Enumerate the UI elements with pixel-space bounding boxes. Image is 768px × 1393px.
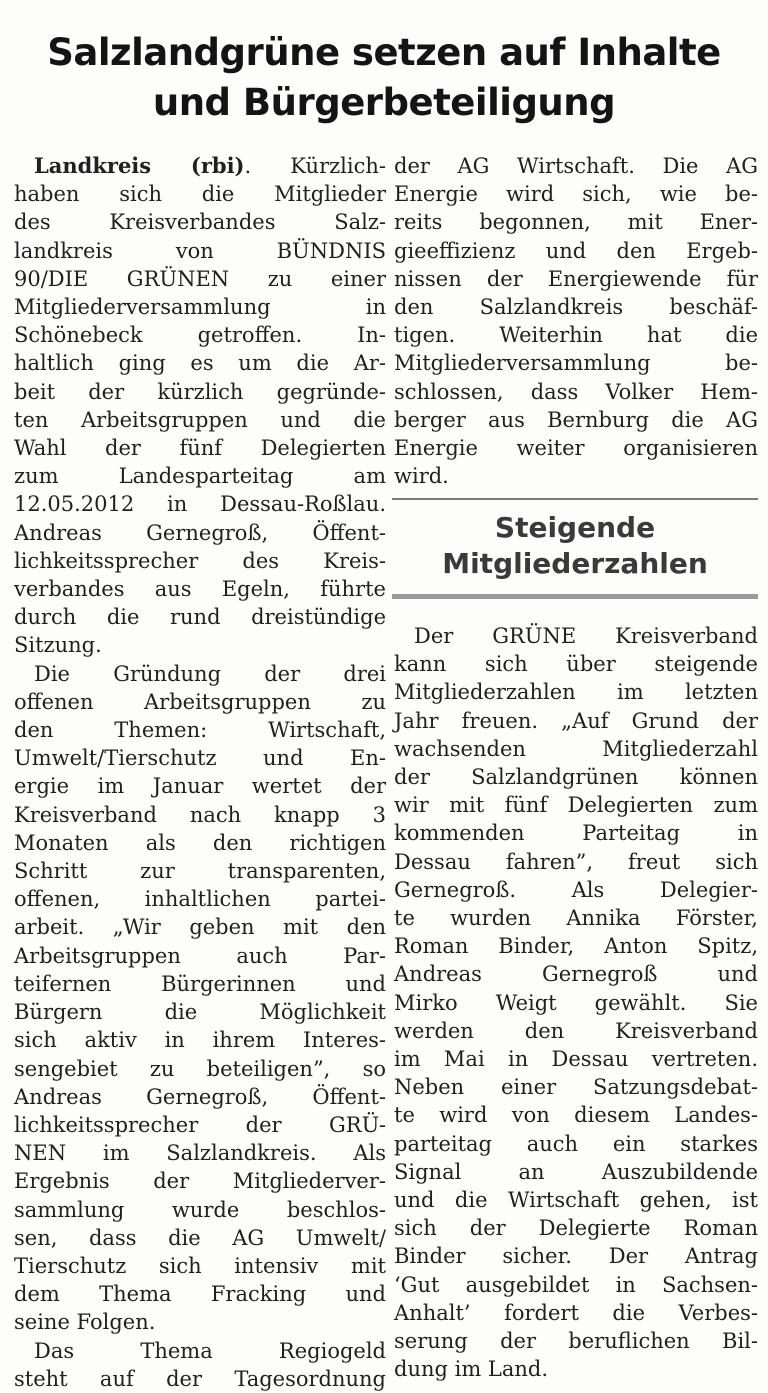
text-line: NEN im Salzlandkreis. Als bbox=[14, 1141, 386, 1166]
dateline: Landkreis (rbi) bbox=[34, 153, 245, 178]
text-line: Bürgern die Möglichkeit bbox=[14, 1000, 386, 1025]
text-line: Jahr freuen. „Auf Grund der bbox=[394, 708, 758, 733]
text-line: sammlung wurde beschlos- bbox=[14, 1197, 386, 1222]
text-line: nissen der Energiewende für bbox=[394, 266, 758, 291]
text-line: Wahl der fünf Delegierten bbox=[14, 436, 386, 461]
text-line: offenen Arbeitsgruppen zu bbox=[14, 689, 386, 714]
text-line: sengebiet zu beteiligen”, so bbox=[14, 1056, 386, 1081]
text-line: Kreisverband nach knapp 3 bbox=[14, 802, 386, 827]
text-line: wir mit fünf Delegierten zum bbox=[394, 793, 758, 818]
text-line: Roman Binder, Anton Spitz, bbox=[394, 934, 758, 959]
text-line: Mitgliederversammlung be- bbox=[394, 351, 758, 376]
text-line: haben sich die Mitglieder bbox=[14, 182, 386, 207]
text-line: te wird von diesem Landes- bbox=[394, 1103, 758, 1128]
text-line: sich der Delegierte Roman bbox=[394, 1216, 758, 1241]
text-line: ‘Gut ausgebildet in Sachsen- bbox=[394, 1272, 758, 1297]
text-line: werden den Kreisverband bbox=[394, 1018, 758, 1043]
right-column-bottom bbox=[394, 622, 758, 1383]
right-column-top bbox=[394, 152, 758, 490]
subheading-line-1: Steigende bbox=[494, 511, 656, 544]
text-line: verbandes aus Egeln, führte bbox=[14, 577, 386, 602]
text-line: 12.05.2012 in Dessau-Roßlau. bbox=[14, 492, 386, 517]
text-line: tigen. Weiterhin hat die bbox=[394, 323, 758, 348]
text-line: Gernegroß. Als Delegier- bbox=[394, 877, 758, 902]
text-line: berger aus Bernburg die AG bbox=[394, 407, 758, 432]
text-line: den Themen: Wirtschaft, bbox=[14, 718, 386, 743]
text-line: sich aktiv in ihrem Interes- bbox=[14, 1028, 386, 1053]
text-line: 90/DIE GRÜNEN zu einer bbox=[14, 266, 386, 291]
subheading-line-2: Mitgliederzahlen bbox=[442, 547, 708, 580]
text-line: Andreas Gernegroß, Öffent- bbox=[14, 1084, 386, 1109]
text-line: kann sich über steigende bbox=[394, 652, 758, 677]
text-line: Binder sicher. Der Antrag bbox=[394, 1244, 758, 1269]
text-line-rest: . Kürzlich- bbox=[244, 154, 386, 178]
text-line: ten Arbeitsgruppen und die bbox=[14, 407, 386, 432]
text-line: reits begonnen, mit Ener- bbox=[394, 210, 758, 235]
text-line bbox=[14, 152, 386, 180]
headline-line-1: Salzlandgrüne setzen auf Inhalte bbox=[47, 31, 721, 74]
text-line: kommenden Parteitag in bbox=[394, 821, 758, 846]
text-line: Dessau fahren”, freut sich bbox=[394, 849, 758, 874]
text-line: der AG Wirtschaft. Die AG bbox=[394, 154, 758, 178]
text-line: schlossen, dass Volker Hem- bbox=[394, 379, 758, 404]
text-line: im Mai in Dessau vertreten. bbox=[394, 1047, 758, 1072]
subheading-top-rule bbox=[392, 498, 758, 500]
text-line: zum Landesparteitag am bbox=[14, 464, 386, 489]
text-line: Energie weiter organisieren bbox=[394, 436, 758, 461]
text-line: Tierschutz sich intensiv mit bbox=[14, 1253, 386, 1278]
text-line: ergie im Januar wertet der bbox=[14, 774, 386, 799]
text-line: Anhalt’ fordert die Verbes- bbox=[394, 1300, 758, 1325]
text-line: Mirko Weigt gewählt. Sie bbox=[394, 990, 758, 1015]
text-line: Energie wird sich, wie be- bbox=[394, 182, 758, 207]
text-line: parteitag auch ein starkes bbox=[394, 1131, 758, 1156]
text-line: landkreis von BÜNDNIS bbox=[14, 238, 386, 263]
text-line: Der GRÜNE Kreisverband bbox=[414, 624, 758, 648]
text-line: Schritt zur transparenten, bbox=[14, 859, 386, 884]
text-line: und die Wirtschaft gehen, ist bbox=[394, 1188, 758, 1213]
text-line: offenen, inhaltlichen partei- bbox=[14, 887, 386, 912]
text-line: sen, dass die AG Umwelt/ bbox=[14, 1225, 386, 1250]
text-line: Mitgliederzahlen im letzten bbox=[394, 680, 758, 705]
text-line: Arbeitsgruppen auch Par- bbox=[14, 943, 386, 968]
text-line: steht auf der Tagesordnung bbox=[14, 1366, 386, 1391]
text-line: Umwelt/Tierschutz und En- bbox=[14, 746, 386, 771]
text-line: Monaten als den richtigen bbox=[14, 830, 386, 855]
text-line: dem Thema Fracking und bbox=[14, 1282, 386, 1307]
text-line: Das Thema Regiogeld bbox=[34, 1338, 386, 1363]
text-line: gieeffizienz und den Ergeb- bbox=[394, 238, 758, 263]
text-line: dung im Land. bbox=[394, 1357, 549, 1382]
text-line: Andreas Gernegroß, Öffent- bbox=[14, 520, 386, 545]
text-line: durch die rund dreistündige bbox=[14, 605, 386, 630]
text-line: Mitgliederversammlung in bbox=[14, 295, 386, 320]
text-line: des Kreisverbandes Salz- bbox=[14, 210, 386, 235]
text-line: lichkeitssprecher der GRÜ- bbox=[14, 1112, 386, 1137]
text-line: teifernen Bürgerinnen und bbox=[14, 971, 386, 996]
text-line: Signal an Auszubildende bbox=[394, 1159, 758, 1184]
text-line: haltlich ging es um die Ar- bbox=[14, 351, 386, 376]
article-headline bbox=[0, 28, 768, 128]
text-line: Sitzung. bbox=[14, 633, 102, 658]
text-line: den Salzlandkreis beschäf- bbox=[394, 295, 758, 320]
text-line: wachsenden Mitgliederzahl bbox=[394, 736, 758, 761]
text-line: beit der kürzlich gegründe- bbox=[14, 379, 386, 404]
text-line: lichkeitssprecher des Kreis- bbox=[14, 548, 386, 573]
text-line: Die Gründung der drei bbox=[34, 661, 386, 686]
subheading bbox=[392, 510, 758, 582]
subheading-bottom-rule bbox=[392, 594, 758, 599]
text-line: Ergebnis der Mitgliederver- bbox=[14, 1169, 386, 1194]
text-line: wird. bbox=[394, 464, 449, 489]
text-line: Andreas Gernegroß und bbox=[394, 962, 758, 987]
text-line: te wurden Annika Förster, bbox=[394, 906, 758, 931]
text-line: der Salzlandgrünen können bbox=[394, 765, 758, 790]
text-line: seine Folgen. bbox=[14, 1310, 156, 1335]
left-column bbox=[14, 152, 386, 1393]
headline-line-2: und Bürgerbeteiligung bbox=[152, 81, 616, 124]
text-line: Neben einer Satzungsdebat- bbox=[394, 1075, 758, 1100]
text-line: serung der beruflichen Bil- bbox=[394, 1329, 758, 1354]
text-line: Schönebeck getroffen. In- bbox=[14, 323, 386, 348]
text-line: arbeit. „Wir geben mit den bbox=[14, 915, 386, 940]
